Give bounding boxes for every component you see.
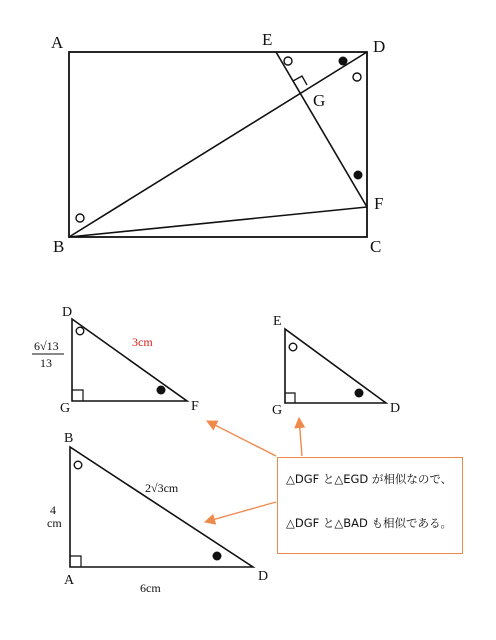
label-d: D (258, 569, 269, 584)
label-b: B (64, 431, 74, 446)
right-angle-mark (70, 556, 81, 567)
filled-circle-mark (355, 389, 364, 398)
filled-circle-mark (339, 57, 348, 66)
triangle-dgf (32, 305, 199, 416)
leg-length-denominator: 13 (40, 356, 52, 370)
filled-circle-mark (354, 171, 363, 180)
triangle-bad-shape (70, 447, 253, 567)
label-b: B (53, 237, 65, 256)
open-circle-mark (76, 327, 84, 335)
leg-length-value: 4 (50, 503, 56, 517)
filled-circle-mark (213, 552, 222, 561)
arrow-to-triangle-dgf (207, 421, 276, 456)
leg-length-unit: cm (47, 516, 62, 530)
base-length: 6cm (140, 581, 161, 595)
arrow-to-triangle-egd (299, 418, 302, 456)
segment-bd (69, 52, 367, 237)
label-c: C (370, 237, 382, 256)
note-line-1: △DGF と△EGD が相似なので、 (286, 472, 453, 486)
open-circle-mark (76, 214, 84, 222)
label-a: A (64, 573, 75, 588)
open-circle-mark (353, 73, 361, 81)
segment-bf (69, 207, 367, 237)
leg-length-numerator: 6√13 (34, 339, 59, 353)
arrow-to-triangle-bad (205, 502, 276, 522)
label-g: G (272, 403, 283, 418)
label-d: D (390, 401, 401, 416)
label-e: E (273, 314, 282, 329)
similarity-note-box (277, 457, 463, 554)
right-angle-mark (72, 390, 83, 401)
hypotenuse-length: 2√3cm (145, 481, 179, 495)
open-circle-mark (74, 461, 82, 469)
triangle-egd (272, 314, 400, 418)
label-d: D (62, 305, 73, 320)
label-d: D (373, 37, 386, 56)
label-g: G (60, 401, 71, 416)
open-circle-mark (284, 57, 292, 65)
label-a: A (51, 33, 64, 52)
triangle-egd-shape (285, 329, 386, 403)
filled-circle-mark (157, 386, 166, 395)
label-f: F (374, 194, 384, 213)
label-f: F (191, 399, 199, 414)
label-e: E (262, 30, 273, 49)
rectangle-diagram (51, 30, 385, 256)
right-angle-mark (285, 393, 295, 403)
hypotenuse-length: 3cm (132, 335, 153, 349)
triangle-dgf-shape (72, 319, 187, 401)
label-g: G (313, 91, 326, 110)
open-circle-mark (289, 343, 297, 351)
note-line-2: △DGF と△BAD も相似である。 (286, 516, 452, 530)
